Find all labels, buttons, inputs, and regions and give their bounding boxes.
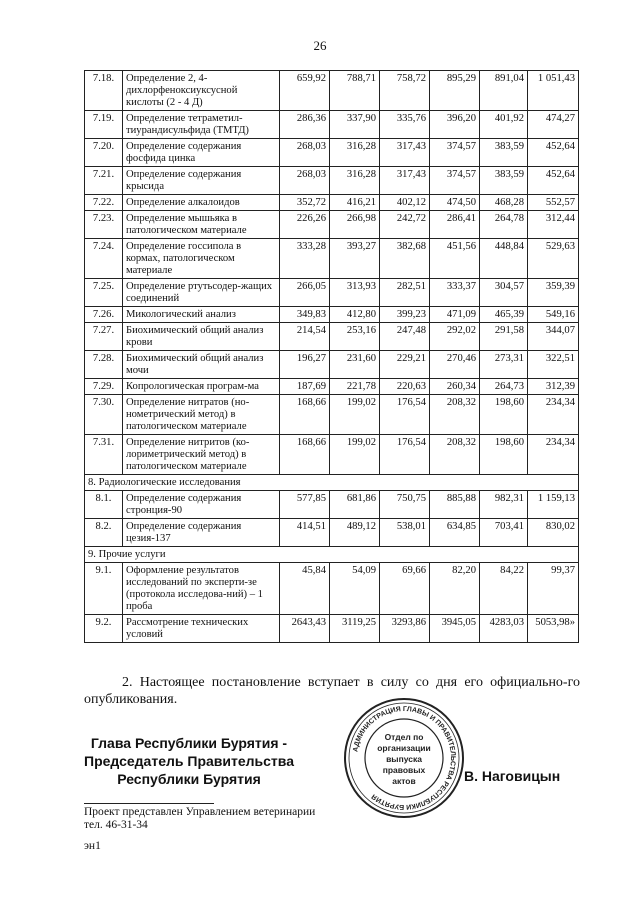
row-price: 577,85 — [280, 491, 330, 519]
row-price: 198,60 — [480, 395, 528, 435]
row-price: 199,02 — [330, 435, 380, 475]
row-price: 312,44 — [528, 211, 579, 239]
row-price: 414,51 — [280, 519, 330, 547]
table-row — [85, 279, 579, 307]
row-price: 885,88 — [430, 491, 480, 519]
row-number: 7.25. — [85, 279, 123, 307]
row-price: 374,57 — [430, 139, 480, 167]
row-number: 8.2. — [85, 519, 123, 547]
row-price: 260,34 — [430, 379, 480, 395]
row-price: 1 159,13 — [528, 491, 579, 519]
row-price: 474,50 — [430, 195, 480, 211]
official-seal — [342, 696, 466, 820]
row-price: 234,34 — [528, 395, 579, 435]
section-title: 9. Прочие услуги — [85, 547, 579, 563]
row-price: 268,03 — [280, 139, 330, 167]
footnote-rule — [84, 803, 214, 804]
row-price: 304,57 — [480, 279, 528, 307]
row-price: 82,20 — [430, 563, 480, 615]
row-price: 895,29 — [430, 71, 480, 111]
row-price: 247,48 — [380, 323, 430, 351]
row-price: 489,12 — [330, 519, 380, 547]
row-price: 229,21 — [380, 351, 430, 379]
table-row — [85, 395, 579, 435]
row-price: 45,84 — [280, 563, 330, 615]
row-price: 549,16 — [528, 307, 579, 323]
row-number: 7.28. — [85, 351, 123, 379]
row-price: 99,37 — [528, 563, 579, 615]
row-number: 7.18. — [85, 71, 123, 111]
row-price: 359,39 — [528, 279, 579, 307]
row-number: 9.2. — [85, 615, 123, 643]
row-number: 7.26. — [85, 307, 123, 323]
row-price: 3293,86 — [380, 615, 430, 643]
row-price: 333,37 — [430, 279, 480, 307]
row-price: 474,27 — [528, 111, 579, 139]
row-number: 7.29. — [85, 379, 123, 395]
row-price: 393,27 — [330, 239, 380, 279]
row-price: 176,54 — [380, 395, 430, 435]
row-price: 891,04 — [480, 71, 528, 111]
row-price: 312,39 — [528, 379, 579, 395]
row-price: 291,58 — [480, 323, 528, 351]
table-row — [85, 195, 579, 211]
row-price: 399,23 — [380, 307, 430, 323]
row-number: 7.21. — [85, 167, 123, 195]
table-row — [85, 239, 579, 279]
row-price: 196,27 — [280, 351, 330, 379]
seal-line: Отдел по — [384, 732, 424, 742]
row-price: 383,59 — [480, 139, 528, 167]
footnote-line: Проект представлен Управлением ветеринарии — [84, 806, 316, 818]
row-price: 3119,25 — [330, 615, 380, 643]
section-row — [85, 475, 579, 491]
row-name: Определение содержания крысида — [123, 167, 280, 195]
row-name: Определение мышьяка в патологическом материале — [123, 211, 280, 239]
row-number: 7.30. — [85, 395, 123, 435]
row-name: Определение нитритов (ко-лориметрический метод) в патологическом материале — [123, 435, 280, 475]
table-row — [85, 563, 579, 615]
row-price: 335,76 — [380, 111, 430, 139]
seal-ring-text: АДМИНИСТРАЦИЯ ГЛАВЫ И ПРАВИТЕЛЬСТВА РЕСПУБЛИКИ БУРЯТИЯ — [352, 705, 457, 811]
signatory-name: В. Наговицын — [464, 768, 561, 784]
row-price: 54,09 — [330, 563, 380, 615]
signatory-title-line: Республики Бурятия — [117, 771, 261, 787]
table-row — [85, 615, 579, 643]
price-table — [84, 70, 579, 643]
row-price: 221,78 — [330, 379, 380, 395]
row-price: 226,26 — [280, 211, 330, 239]
row-price: 344,07 — [528, 323, 579, 351]
row-price: 292,02 — [430, 323, 480, 351]
row-price: 758,72 — [380, 71, 430, 111]
section-title: 8. Радиологические исследования — [85, 475, 579, 491]
row-price: 1 051,43 — [528, 71, 579, 111]
row-price: 266,98 — [330, 211, 380, 239]
row-number: 9.1. — [85, 563, 123, 615]
row-price: 349,83 — [280, 307, 330, 323]
row-price: 286,41 — [430, 211, 480, 239]
row-name: Биохимический общий анализ крови — [123, 323, 280, 351]
row-name: Определение алкалоидов — [123, 195, 280, 211]
row-price: 4283,03 — [480, 615, 528, 643]
row-price: 788,71 — [330, 71, 380, 111]
row-name: Определение ртутьсодер-жащих соединений — [123, 279, 280, 307]
row-name: Рассмотрение технических условий — [123, 615, 280, 643]
row-name: Копрологическая програм-ма — [123, 379, 280, 395]
row-price: 333,28 — [280, 239, 330, 279]
table-row — [85, 307, 579, 323]
row-price: 234,34 — [528, 435, 579, 475]
row-price: 253,16 — [330, 323, 380, 351]
table-row — [85, 351, 579, 379]
document-code: эн1 — [84, 840, 101, 852]
row-price: 282,51 — [380, 279, 430, 307]
row-price: 529,63 — [528, 239, 579, 279]
row-price: 266,05 — [280, 279, 330, 307]
table-row — [85, 167, 579, 195]
row-price: 465,39 — [480, 307, 528, 323]
row-price: 659,92 — [280, 71, 330, 111]
signatory-title-line: Глава Республики Бурятия - — [90, 735, 288, 751]
row-price: 383,59 — [480, 167, 528, 195]
row-price: 681,86 — [330, 491, 380, 519]
row-price: 412,80 — [330, 307, 380, 323]
seal-line: выпуска — [386, 754, 422, 764]
row-price: 220,63 — [380, 379, 430, 395]
seal-line: организации — [377, 743, 431, 753]
row-name: Определение 2, 4-дихлорфеноксиуксусной кислоты (2 - 4 Д) — [123, 71, 280, 111]
row-name: Определение содержания стронция-90 — [123, 491, 280, 519]
table-row — [85, 435, 579, 475]
row-price: 168,66 — [280, 435, 330, 475]
row-price: 322,51 — [528, 351, 579, 379]
table-row — [85, 519, 579, 547]
row-number: 7.20. — [85, 139, 123, 167]
table-row — [85, 491, 579, 519]
row-number: 7.19. — [85, 111, 123, 139]
footnote-line: тел. 46-31-34 — [84, 819, 148, 831]
seal-line: правовых — [382, 765, 426, 775]
signatory-title-line: Председатель Правительства — [84, 753, 294, 769]
row-price: 451,56 — [430, 239, 480, 279]
page-number: 26 — [313, 38, 327, 53]
row-price: 69,66 — [380, 563, 430, 615]
table-row — [85, 111, 579, 139]
row-price: 3945,05 — [430, 615, 480, 643]
row-price: 552,57 — [528, 195, 579, 211]
row-price: 270,46 — [430, 351, 480, 379]
row-price: 214,54 — [280, 323, 330, 351]
table-row — [85, 379, 579, 395]
row-name: Микологический анализ — [123, 307, 280, 323]
row-name: Оформление результатов исследований по эксперти-зе (протокола исследова-ний) – 1 проба — [123, 563, 280, 615]
seal-line: актов — [392, 776, 416, 786]
row-price: 199,02 — [330, 395, 380, 435]
row-price: 208,32 — [430, 395, 480, 435]
row-number: 7.27. — [85, 323, 123, 351]
row-price: 396,20 — [430, 111, 480, 139]
row-name: Определение тетраметил-тиурандисульфида (ТМТД) — [123, 111, 280, 139]
row-price: 416,21 — [330, 195, 380, 211]
row-price: 402,12 — [380, 195, 430, 211]
table-row — [85, 323, 579, 351]
row-price: 452,64 — [528, 139, 579, 167]
row-price: 352,72 — [280, 195, 330, 211]
row-price: 374,57 — [430, 167, 480, 195]
row-price: 5053,98» — [528, 615, 579, 643]
row-name: Определение содержания фосфида цинка — [123, 139, 280, 167]
row-price: 448,84 — [480, 239, 528, 279]
effective-clause: 2. Настоящее постановление вступает в силу со дня его официально-го опубликования. — [84, 675, 580, 707]
row-price: 982,31 — [480, 491, 528, 519]
row-number: 8.1. — [85, 491, 123, 519]
row-price: 830,02 — [528, 519, 579, 547]
row-price: 703,41 — [480, 519, 528, 547]
row-price: 316,28 — [330, 139, 380, 167]
section-row — [85, 547, 579, 563]
row-price: 242,72 — [380, 211, 430, 239]
row-number: 7.22. — [85, 195, 123, 211]
row-price: 198,60 — [480, 435, 528, 475]
table-row — [85, 139, 579, 167]
row-price: 538,01 — [380, 519, 430, 547]
row-price: 634,85 — [430, 519, 480, 547]
row-price: 2643,43 — [280, 615, 330, 643]
row-price: 231,60 — [330, 351, 380, 379]
row-name: Определение нитратов (но-нометрический метод) в патологическом материале — [123, 395, 280, 435]
row-price: 264,78 — [480, 211, 528, 239]
row-price: 286,36 — [280, 111, 330, 139]
row-name: Определение госсипола в кормах, патологическом материале — [123, 239, 280, 279]
row-price: 264,73 — [480, 379, 528, 395]
row-number: 7.31. — [85, 435, 123, 475]
row-price: 452,64 — [528, 167, 579, 195]
row-price: 268,03 — [280, 167, 330, 195]
row-price: 273,31 — [480, 351, 528, 379]
row-price: 313,93 — [330, 279, 380, 307]
row-price: 337,90 — [330, 111, 380, 139]
signatory-title — [84, 734, 294, 788]
row-price: 317,43 — [380, 139, 430, 167]
row-price: 468,28 — [480, 195, 528, 211]
row-name: Биохимический общий анализ мочи — [123, 351, 280, 379]
row-price: 187,69 — [280, 379, 330, 395]
row-price: 84,22 — [480, 563, 528, 615]
row-price: 317,43 — [380, 167, 430, 195]
row-price: 382,68 — [380, 239, 430, 279]
table-row — [85, 211, 579, 239]
row-price: 401,92 — [480, 111, 528, 139]
row-price: 176,54 — [380, 435, 430, 475]
row-price: 471,09 — [430, 307, 480, 323]
row-price: 750,75 — [380, 491, 430, 519]
row-price: 316,28 — [330, 167, 380, 195]
row-number: 7.24. — [85, 239, 123, 279]
row-number: 7.23. — [85, 211, 123, 239]
footnote — [84, 806, 315, 832]
row-price: 208,32 — [430, 435, 480, 475]
row-name: Определение содержания цезия-137 — [123, 519, 280, 547]
row-price: 168,66 — [280, 395, 330, 435]
table-row — [85, 71, 579, 111]
